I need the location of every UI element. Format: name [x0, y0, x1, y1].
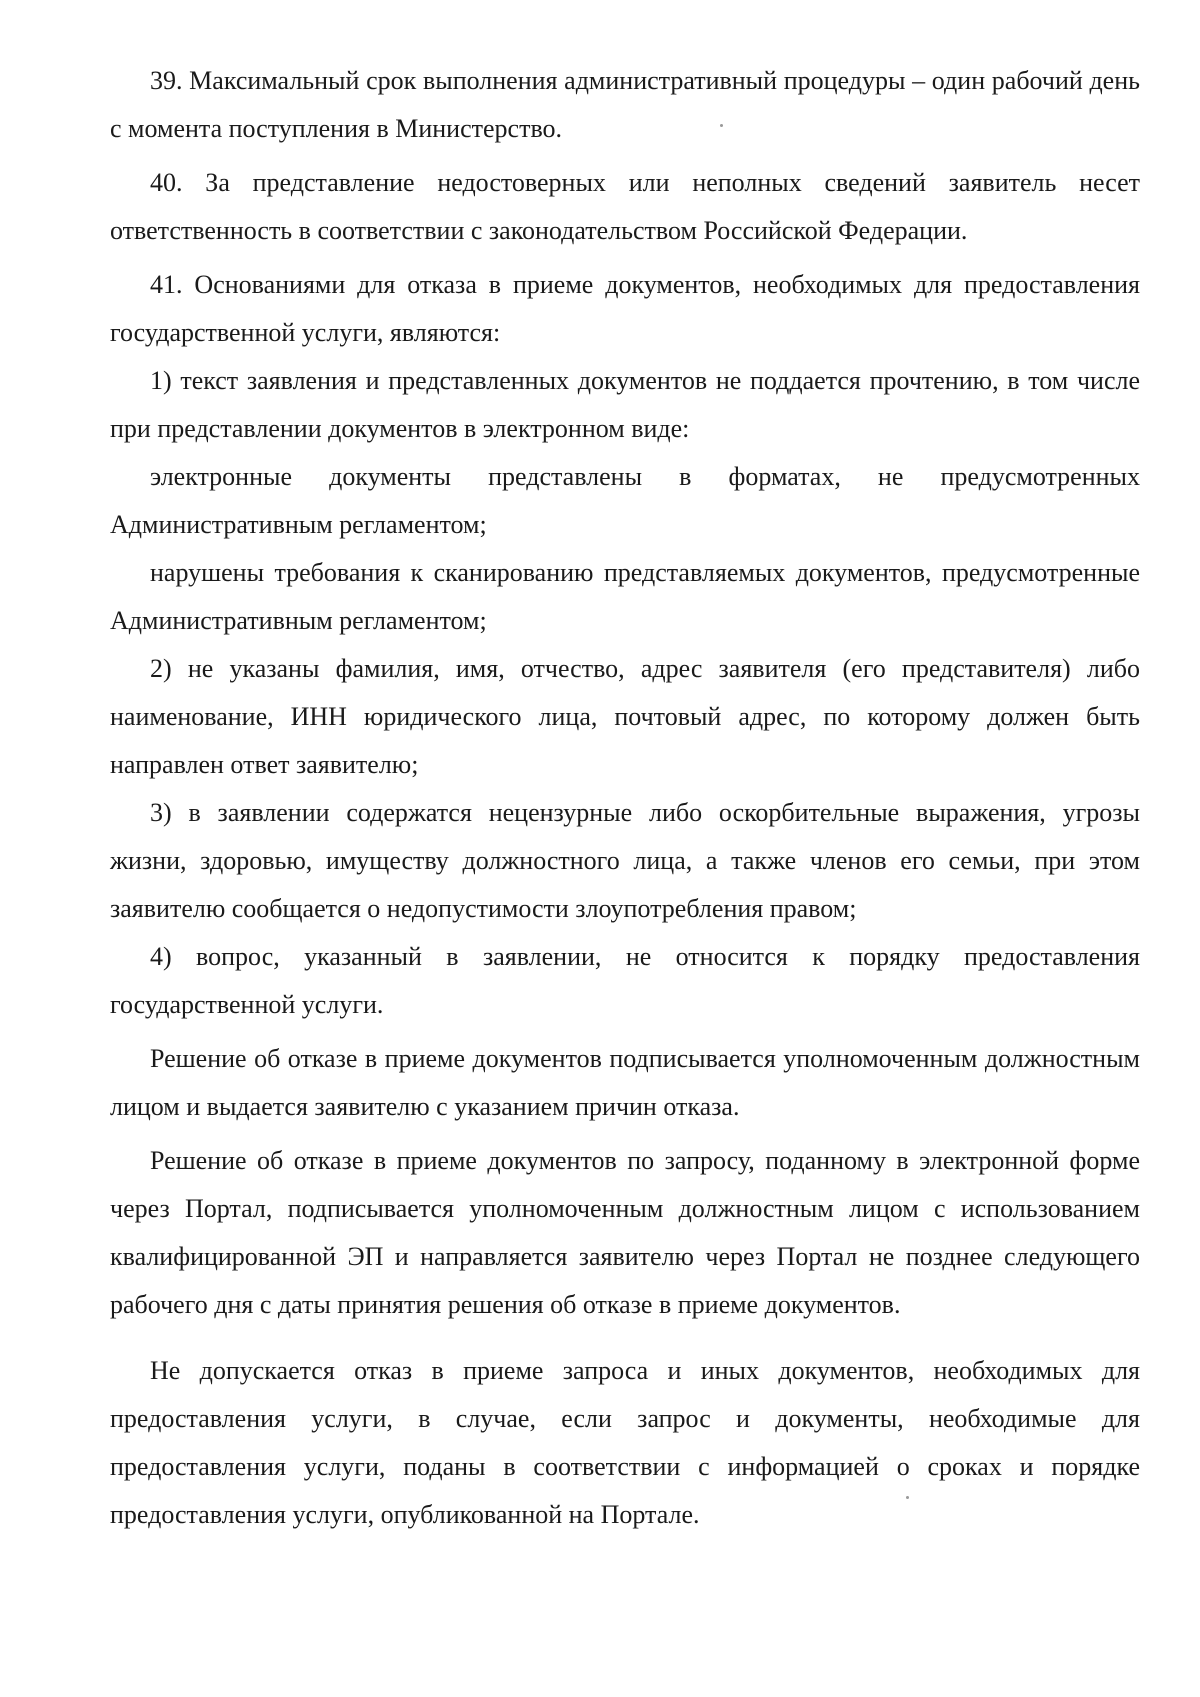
list-item-4: 4) вопрос, указанный в заявлении, не относится к порядку предоставления государственной услуги. [110, 942, 1140, 1019]
document-body [110, 57, 1140, 1539]
scan-speck [720, 124, 723, 127]
list-item-3: 3) в заявлении содержатся нецензурные либо оскорбительные выражения, угрозы жизни, здоровью, имуществу должностного лица, а также членов его семьи, при этом заявителю сообщается о недопустимости злоупотребления правом; [110, 798, 1140, 923]
paragraph-39: 39. Максимальный срок выполнения административный процедуры – один рабочий день с момента поступления в Министерство. [110, 66, 1140, 143]
list-item-1-formats: электронные документы представлены в форматах, не предусмотренных Административным регламентом; [110, 462, 1140, 539]
list-item-1: 1) текст заявления и представленных документов не поддается прочтению, в том числе при представлении документов в электронном виде: [110, 366, 1140, 443]
scan-speck [906, 1496, 909, 1499]
list-item-2: 2) не указаны фамилия, имя, отчество, адрес заявителя (его представителя) либо наименование, ИНН юридического лица, почтовый адрес, по которому должен быть направлен ответ заявителю; [110, 654, 1140, 779]
paragraph-refusal-signing: Решение об отказе в приеме документов подписывается уполномоченным должностным лицом и выдается заявителю с указанием причин отказа. [110, 1044, 1140, 1121]
paragraph-refusal-not-allowed: Не допускается отказ в приеме запроса и иных документов, необходимых для предоставления услуги, в случае, если запрос и документы, необходимые для предоставления услуги, поданы в соответствии с информацией о сроках и порядке предоставления услуги, опубликованной на Портале. [110, 1356, 1140, 1529]
list-item-1-scanning: нарушены требования к сканированию представляемых документов, предусмотренные Административным регламентом; [110, 558, 1140, 635]
paragraph-refusal-electronic: Решение об отказе в приеме документов по запросу, поданному в электронной форме через Портал, подписывается уполномоченным должностным лицом с использованием квалифицированной ЭП и направляется заявителю через Портал не позднее следующего рабочего дня с даты принятия решения об отказе в приеме документов. [110, 1146, 1140, 1319]
paragraph-41: 41. Основаниями для отказа в приеме документов, необходимых для предоставления государственной услуги, являются: [110, 270, 1140, 347]
paragraph-40: 40. За представление недостоверных или неполных сведений заявитель несет ответственность в соответствии с законодательством Российской Федерации. [110, 168, 1140, 245]
